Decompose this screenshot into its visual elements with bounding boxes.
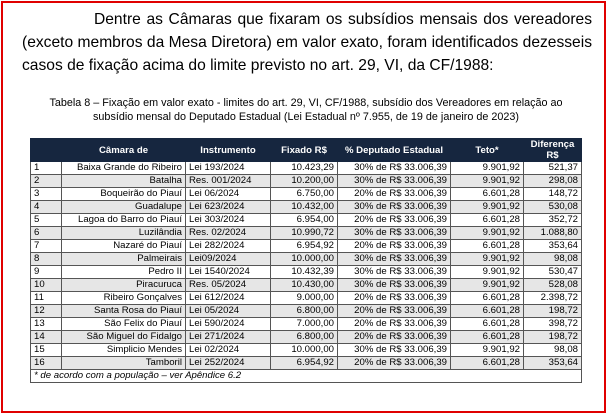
table-row — [31, 188, 582, 201]
table-row — [31, 292, 582, 305]
row-index: 11 — [31, 292, 62, 305]
row-fixado: 10.000,00 — [271, 344, 338, 357]
row-instrumento: Res. 02/2024 — [186, 227, 271, 240]
table-row — [31, 331, 582, 344]
row-percent: 30% de R$ 33.006,39 — [338, 279, 451, 292]
header-teto: Teto* — [451, 139, 524, 162]
row-instrumento: Lei 271/2024 — [186, 331, 271, 344]
row-instrumento: Lei 252/2024 — [186, 357, 271, 370]
row-percent: 20% de R$ 33.006,39 — [338, 240, 451, 253]
table-body — [31, 162, 582, 370]
row-fixado: 6.800,00 — [271, 305, 338, 318]
row-index: 16 — [31, 357, 62, 370]
row-index: 2 — [31, 175, 62, 188]
row-instrumento: Lei 02/2024 — [186, 344, 271, 357]
row-diferenca: 353,64 — [524, 240, 582, 253]
row-percent: 20% de R$ 33.006,39 — [338, 292, 451, 305]
row-diferenca: 98,08 — [524, 253, 582, 266]
row-fixado: 10.432,00 — [271, 201, 338, 214]
row-camara: São Felix do Piauí — [62, 318, 186, 331]
row-percent: 20% de R$ 33.006,39 — [338, 331, 451, 344]
row-camara: Tamboril — [62, 357, 186, 370]
row-instrumento: Lei 303/2024 — [186, 214, 271, 227]
table-row — [31, 318, 582, 331]
row-camara: Piracuruca — [62, 279, 186, 292]
row-instrumento: Res. 001/2024 — [186, 175, 271, 188]
row-teto: 6.601,28 — [451, 214, 524, 227]
row-percent: 30% de R$ 33.006,39 — [338, 162, 451, 175]
row-camara: Palmeirais — [62, 253, 186, 266]
row-diferenca: 530,08 — [524, 201, 582, 214]
row-teto: 6.601,28 — [451, 357, 524, 370]
row-index: 1 — [31, 162, 62, 175]
row-diferenca: 298,08 — [524, 175, 582, 188]
row-diferenca: 398,72 — [524, 318, 582, 331]
table-caption: Tabela 8 – Fixação em valor exato - limites do art. 29, VI, CF/1988, subsídio dos Vereadores em relação ao subsídio mensal do Deputado Estadual (Lei Estadual nº 7.955, de 19 de janeiro de 2023) — [49, 97, 563, 123]
row-teto: 9.901,92 — [451, 175, 524, 188]
row-teto: 6.601,28 — [451, 331, 524, 344]
row-diferenca: 521,37 — [524, 162, 582, 175]
header-diferenca: Diferença R$ — [524, 139, 582, 162]
row-index: 12 — [31, 305, 62, 318]
row-camara: Santa Rosa do Piauí — [62, 305, 186, 318]
row-fixado: 10.423,29 — [271, 162, 338, 175]
row-teto: 6.601,28 — [451, 318, 524, 331]
table-row — [31, 240, 582, 253]
row-diferenca: 198,72 — [524, 331, 582, 344]
row-instrumento: Lei 282/2024 — [186, 240, 271, 253]
table-row — [31, 305, 582, 318]
row-index: 9 — [31, 266, 62, 279]
row-fixado: 7.000,00 — [271, 318, 338, 331]
row-teto: 6.601,28 — [451, 188, 524, 201]
header-fixado: Fixado R$ — [271, 139, 338, 162]
row-index: 8 — [31, 253, 62, 266]
row-diferenca: 2.398,72 — [524, 292, 582, 305]
row-percent: 30% de R$ 33.006,39 — [338, 175, 451, 188]
row-teto: 6.601,28 — [451, 240, 524, 253]
row-diferenca: 352,72 — [524, 214, 582, 227]
row-teto: 9.901,92 — [451, 279, 524, 292]
row-fixado: 6.800,00 — [271, 331, 338, 344]
row-index: 4 — [31, 201, 62, 214]
row-index: 6 — [31, 227, 62, 240]
row-index: 14 — [31, 331, 62, 344]
footnote: * de acordo com a população – ver Apêndice 6.2 — [31, 370, 582, 383]
row-teto: 6.601,28 — [451, 292, 524, 305]
row-index: 5 — [31, 214, 62, 227]
table-row — [31, 279, 582, 292]
row-fixado: 10.430,00 — [271, 279, 338, 292]
row-teto: 9.901,92 — [451, 253, 524, 266]
intro-paragraph: Dentre as Câmaras que fixaram os subsídios mensais dos vereadores (exceto membros da Mesa Diretora) em valor exato, foram identificados dezesseis casos de fixação acima do limite previsto no art. 29, VI, da CF/1988: — [22, 11, 592, 74]
table-row — [31, 266, 582, 279]
row-teto: 9.901,92 — [451, 266, 524, 279]
row-percent: 30% de R$ 33.006,39 — [338, 201, 451, 214]
row-fixado: 6.954,92 — [271, 240, 338, 253]
row-diferenca: 148,72 — [524, 188, 582, 201]
row-diferenca: 1.088,80 — [524, 227, 582, 240]
row-camara: Guadalupe — [62, 201, 186, 214]
table-row — [31, 214, 582, 227]
row-teto: 9.901,92 — [451, 201, 524, 214]
row-fixado: 6.954,00 — [271, 214, 338, 227]
row-diferenca: 528,08 — [524, 279, 582, 292]
row-teto: 9.901,92 — [451, 344, 524, 357]
row-index: 15 — [31, 344, 62, 357]
row-fixado: 10.000,00 — [271, 253, 338, 266]
row-camara: Ribeiro Gonçalves — [62, 292, 186, 305]
table-row — [31, 227, 582, 240]
row-diferenca: 198,72 — [524, 305, 582, 318]
table-row — [31, 175, 582, 188]
row-percent: 20% de R$ 33.006,39 — [338, 188, 451, 201]
row-instrumento: Lei09/2024 — [186, 253, 271, 266]
row-instrumento: Lei 193/2024 — [186, 162, 271, 175]
row-percent: 30% de R$ 33.006,39 — [338, 227, 451, 240]
row-camara: Batalha — [62, 175, 186, 188]
row-camara: Simplicio Mendes — [62, 344, 186, 357]
row-percent: 20% de R$ 33.006,39 — [338, 357, 451, 370]
row-instrumento: Lei 590/2024 — [186, 318, 271, 331]
row-fixado: 10.432,39 — [271, 266, 338, 279]
row-instrumento: Res. 05/2024 — [186, 279, 271, 292]
table-header-row — [31, 139, 582, 162]
row-fixado: 10.990,72 — [271, 227, 338, 240]
row-instrumento: Lei 612/2024 — [186, 292, 271, 305]
row-instrumento: Lei 623/2024 — [186, 201, 271, 214]
header-index — [31, 139, 62, 162]
row-index: 3 — [31, 188, 62, 201]
row-diferenca: 530,47 — [524, 266, 582, 279]
row-index: 10 — [31, 279, 62, 292]
table-row — [31, 344, 582, 357]
table-row — [31, 162, 582, 175]
row-fixado: 6.954,92 — [271, 357, 338, 370]
header-percent: % Deputado Estadual — [338, 139, 451, 162]
row-index: 7 — [31, 240, 62, 253]
subsidy-table — [30, 138, 582, 383]
row-percent: 20% de R$ 33.006,39 — [338, 318, 451, 331]
table-row — [31, 201, 582, 214]
row-camara: Boqueirão do Piauí — [62, 188, 186, 201]
row-camara: Nazaré do Piauí — [62, 240, 186, 253]
row-camara: Baixa Grande do Ribeiro — [62, 162, 186, 175]
row-fixado: 9.000,00 — [271, 292, 338, 305]
row-camara: Lagoa do Barro do Piauí — [62, 214, 186, 227]
header-instrumento: Instrumento — [186, 139, 271, 162]
row-teto: 9.901,92 — [451, 227, 524, 240]
row-index: 13 — [31, 318, 62, 331]
row-fixado: 10.200,00 — [271, 175, 338, 188]
row-percent: 30% de R$ 33.006,39 — [338, 344, 451, 357]
table-row — [31, 357, 582, 370]
row-diferenca: 98,08 — [524, 344, 582, 357]
row-teto: 9.901,92 — [451, 162, 524, 175]
row-instrumento: Lei 1540/2024 — [186, 266, 271, 279]
header-camara: Câmara de — [62, 139, 186, 162]
row-fixado: 6.750,00 — [271, 188, 338, 201]
row-diferenca: 353,64 — [524, 357, 582, 370]
row-instrumento: Lei 06/2024 — [186, 188, 271, 201]
row-percent: 30% de R$ 33.006,39 — [338, 253, 451, 266]
table-row — [31, 253, 582, 266]
row-percent: 30% de R$ 33.006,39 — [338, 266, 451, 279]
row-percent: 20% de R$ 33.006,39 — [338, 305, 451, 318]
row-percent: 20% de R$ 33.006,39 — [338, 214, 451, 227]
row-teto: 6.601,28 — [451, 305, 524, 318]
row-camara: São Miguel do Fidalgo — [62, 331, 186, 344]
footnote-row — [31, 370, 582, 383]
row-camara: Pedro II — [62, 266, 186, 279]
row-camara: Luzilândia — [62, 227, 186, 240]
row-instrumento: Lei 05/2024 — [186, 305, 271, 318]
